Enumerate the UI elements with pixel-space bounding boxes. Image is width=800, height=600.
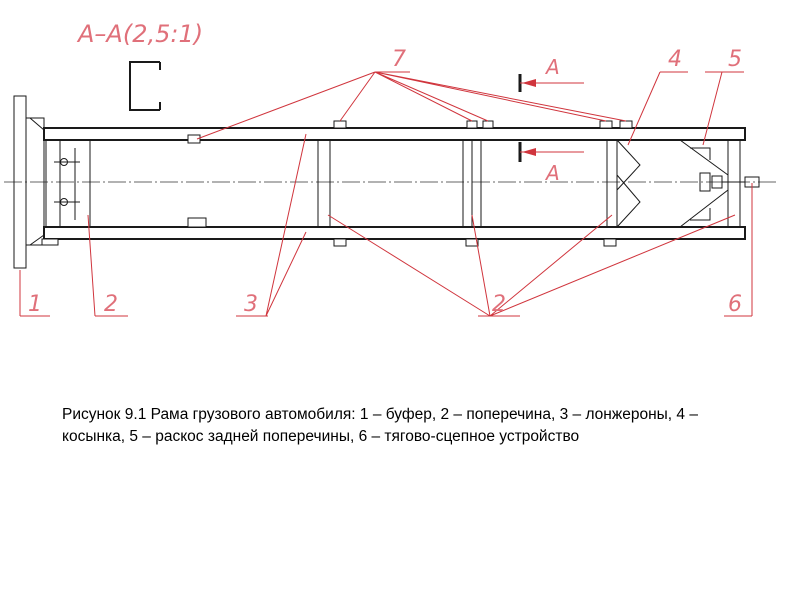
longerons [44, 128, 745, 239]
callout-5: 5 [728, 47, 742, 72]
figure-caption: Рисунок 9.1 Рама грузового автомобиля: 1 – буфер, 2 – поперечина, 3 – лонжероны, 4 – косынка, 5 – раскос задней поперечины, 6 – тягово-сцепное устройство [62, 406, 698, 445]
section-cut-marks [520, 55, 584, 185]
callout-1: 1 [28, 292, 42, 317]
callout-3: 3 [244, 292, 258, 317]
callout-7: 7 [392, 47, 406, 72]
callout-4: 4 [668, 47, 682, 72]
front-crossmember [46, 140, 90, 227]
section-view-label: А–А(2,5:1) [78, 20, 204, 48]
callout-2-right: 2 [492, 292, 506, 317]
channel-section-profile [130, 62, 160, 110]
callout-2-left: 2 [104, 292, 118, 317]
rear-crossmember-braces [680, 140, 728, 227]
callout-6: 6 [728, 292, 742, 317]
section-mark-bottom: А [546, 161, 560, 185]
section-mark-top: А [546, 55, 560, 79]
gussets [617, 140, 640, 227]
